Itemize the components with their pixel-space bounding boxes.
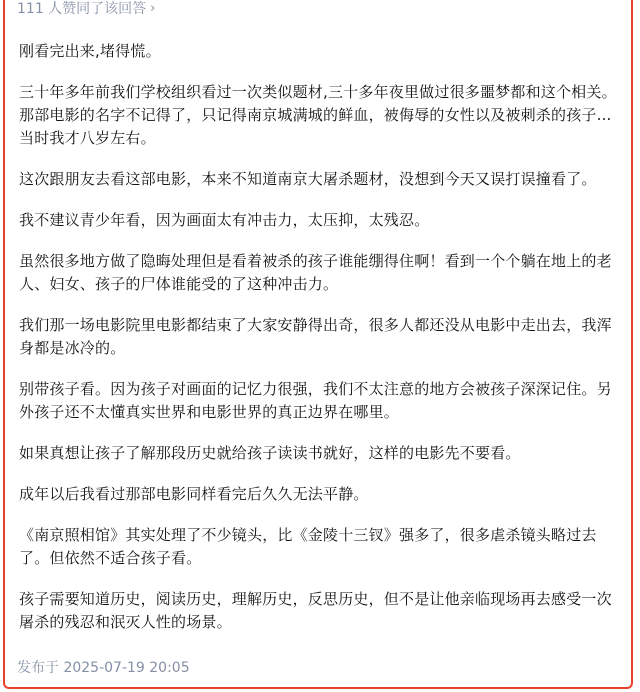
chevron-right-icon: › [150, 0, 156, 16]
upvote-count-text: 111 人赞同了该回答 [17, 1, 147, 17]
answer-paragraph: 三十年多年前我们学校组织看过一次类似题材,三十多年夜里做过很多噩梦都和这个相关。那部电影的名字不记得了，只记得南京城满城的鲜血，被侮辱的女性以及被刺杀的孩子...当时我才八岁左右。 [19, 83, 617, 147]
answer-paragraph: 我们那一场电影院里电影都结束了大家安静得出奇，很多人都还没从电影中走出去，我浑身都是冰冷的。 [19, 316, 612, 357]
answer-paragraph: 《南京照相馆》其实处理了不少镜头，比《金陵十三钗》强多了，很多虐杀镜头略过去了。但依然不适合孩子看。 [19, 526, 597, 567]
answer-paragraph: 孩子需要知道历史，阅读历史，理解历史，反思历史，但不是让他亲临现场再去感受一次屠杀的残忍和泯灭人性的场景。 [19, 590, 612, 631]
answer-paragraph: 别带孩子看。因为孩子对画面的记忆力很强，我们不太注意的地方会被孩子深深记住。另外孩子还不太懂真实世界和电影世界的真正边界在哪里。 [19, 380, 612, 421]
answer-paragraph: 成年以后我看过那部电影同样看完后久久无法平静。 [19, 485, 369, 503]
answer-paragraph: 刚看完出来,堵得慌。 [19, 42, 161, 60]
answer-card [3, 0, 633, 689]
answer-paragraph: 虽然很多地方做了隐晦处理但是看着被杀的孩子谁能绷得住啊！看到一个个躺在地上的老人、妇女、孩子的尸体谁能受的了这种冲击力。 [19, 252, 612, 293]
upvote-summary-link[interactable] [17, 0, 155, 18]
answer-paragraph: 我不建议青少年看，因为画面太有冲击力，太压抑，太残忍。 [19, 211, 430, 229]
publish-time[interactable]: 发布于 2025-07-19 20:05 [17, 660, 190, 676]
answer-paragraph: 如果真想让孩子了解那段历史就给孩子读读书就好，这样的电影先不要看。 [19, 444, 521, 462]
answer-content [19, 40, 619, 652]
answer-paragraph: 这次跟朋友去看这部电影，本来不知道南京大屠杀题材，没想到今天又误打误撞看了。 [19, 170, 597, 188]
